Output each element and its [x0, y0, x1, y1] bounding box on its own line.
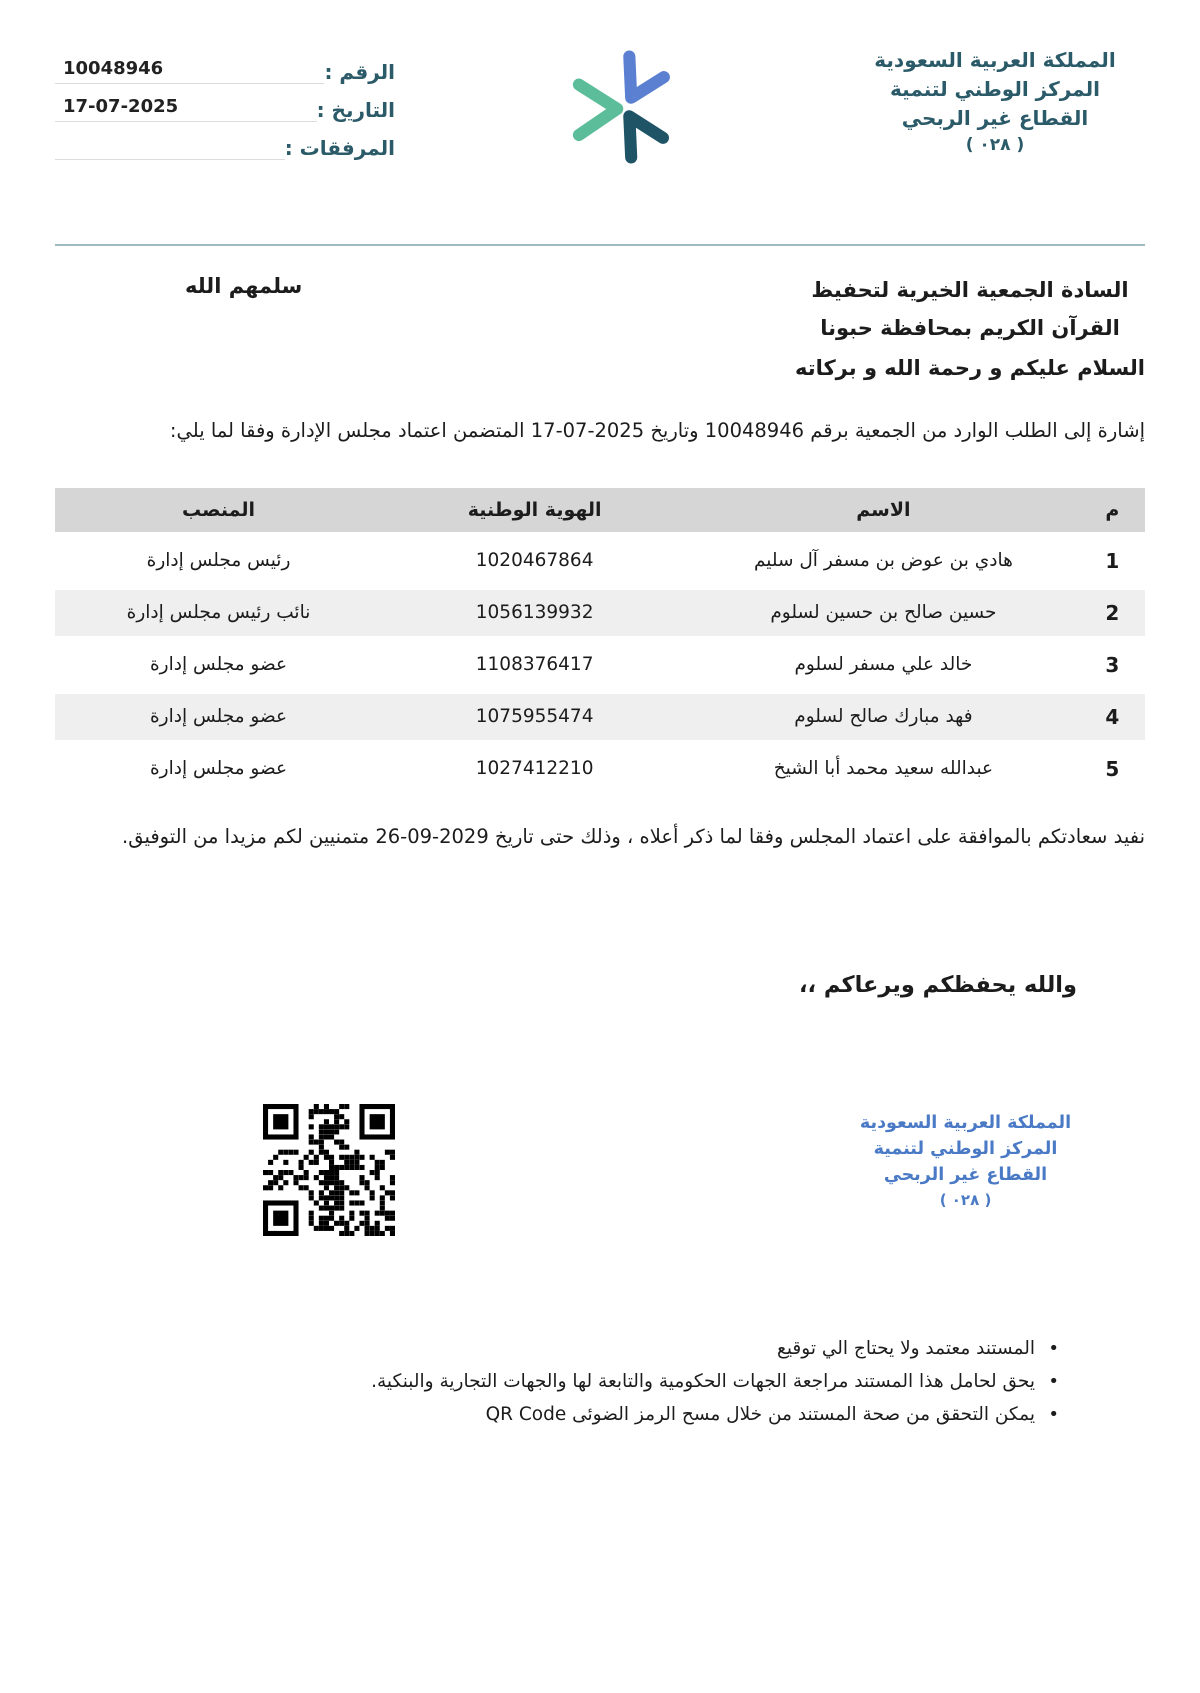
header-divider [55, 244, 1145, 246]
star-arrows-icon [564, 48, 676, 166]
footer-org-code: ( ٠٢٨ ) [939, 1190, 992, 1209]
table-row [55, 538, 1145, 584]
field-number-label: الرقم : [324, 60, 395, 84]
member-name: عبدالله سعيد محمد أبا الشيخ [687, 746, 1079, 792]
member-national-id: 1075955474 [382, 694, 687, 740]
member-national-id: 1027412210 [382, 746, 687, 792]
member-position: رئيس مجلس إدارة [55, 538, 382, 584]
table-row [55, 694, 1145, 740]
member-name: حسين صالح بن حسين لسلوم [687, 590, 1079, 636]
letter-header [55, 42, 1145, 172]
column-header-name: الاسم [687, 488, 1079, 532]
field-attachments-value [55, 134, 285, 160]
approval-paragraph: نفيد سعادتكم بالموافقة على اعتماد المجلس وفقا لما ذكر أعلاه ، وذلك حتى تاريخ 2029-09-26 متمنيين لكم مزيدا من التوفيق. [122, 824, 1145, 848]
table-row [55, 590, 1145, 636]
org-logo [555, 42, 685, 170]
footer-row [55, 1104, 1145, 1236]
qr-code [263, 1104, 395, 1236]
member-position: نائب رئيس مجلس إدارة [55, 590, 382, 636]
member-national-id: 1108376417 [382, 642, 687, 688]
member-national-id: 1020467864 [382, 538, 687, 584]
row-index: 4 [1080, 694, 1145, 740]
field-attachments [55, 134, 395, 160]
board-members-table [55, 482, 1145, 798]
field-date-label: التاريخ : [316, 98, 395, 122]
member-name: هادي بن عوض بن مسفر آل سليم [687, 538, 1079, 584]
field-number [55, 58, 395, 84]
intro-paragraph: إشارة إلى الطلب الوارد من الجمعية برقم 10048946 وتاريخ 2025-07-17 المتضمن اعتماد مجلس الإدارة وفقا لما يلي: [169, 418, 1145, 442]
table-header [55, 488, 1145, 532]
column-header-index: م [1080, 488, 1145, 532]
footer-notes [55, 1332, 1145, 1432]
member-position: عضو مجلس إدارة [55, 694, 382, 740]
recipient-salute: سلمهم الله [185, 274, 303, 298]
field-date-value: 17-07-2025 [55, 96, 317, 122]
table-row [55, 642, 1145, 688]
closing-row [55, 972, 1145, 998]
org-line-3: القطاع غير الربحي [901, 106, 1089, 130]
footer-org-line-2: المركز الوطني لتنمية [873, 1139, 1058, 1160]
org-line-1: المملكة العربية السعودية [874, 48, 1116, 72]
note-item: • المستند معتمد ولا يحتاج الي توقيع [55, 1332, 1061, 1365]
member-name: خالد علي مسفر لسلوم [687, 642, 1079, 688]
member-position: عضو مجلس إدارة [55, 642, 382, 688]
recipient-name: السادة الجمعية الخيرية لتحفيظ القرآن الكريم بمحافظة حبونا [811, 278, 1129, 340]
member-name: فهد مبارك صالح لسلوم [687, 694, 1079, 740]
row-index: 1 [1080, 538, 1145, 584]
row-index: 3 [1080, 642, 1145, 688]
footer-org-name-block [848, 1110, 1083, 1211]
recipient-row [55, 272, 1145, 348]
closing-phrase: والله يحفظكم ويرعاكم ،، [798, 971, 1077, 998]
row-index: 2 [1080, 590, 1145, 636]
qr-code-block [263, 1104, 395, 1236]
member-national-id: 1056139932 [382, 590, 687, 636]
field-number-value: 10048946 [55, 58, 324, 84]
footer-org-line-1: المملكة العربية السعودية [859, 1112, 1072, 1133]
org-code: ( ٠٢٨ ) [965, 135, 1025, 155]
greeting-line: السلام عليكم و رحمة الله و بركاته [794, 355, 1145, 380]
note-item: • يحق لحامل هذا المستند مراجعة الجهات الحكومية والتابعة لها والجهات التجارية والبنكية. [55, 1365, 1061, 1398]
note-item: • يمكن التحقق من صحة المستند من خلال مسح الرمز الضوئى QR Code [55, 1398, 1061, 1431]
column-header-position: المنصب [55, 488, 382, 532]
member-position: عضو مجلس إدارة [55, 746, 382, 792]
row-index: 5 [1080, 746, 1145, 792]
org-line-2: المركز الوطني لتنمية [890, 77, 1100, 101]
reference-fields [55, 42, 395, 172]
footer-org-line-3: القطاع غير الربحي [883, 1165, 1048, 1186]
column-header-national-id: الهوية الوطنية [382, 488, 687, 532]
table-row [55, 746, 1145, 792]
org-name-block [845, 42, 1145, 158]
field-date [55, 96, 395, 122]
field-attachments-label: المرفقات : [284, 136, 395, 160]
